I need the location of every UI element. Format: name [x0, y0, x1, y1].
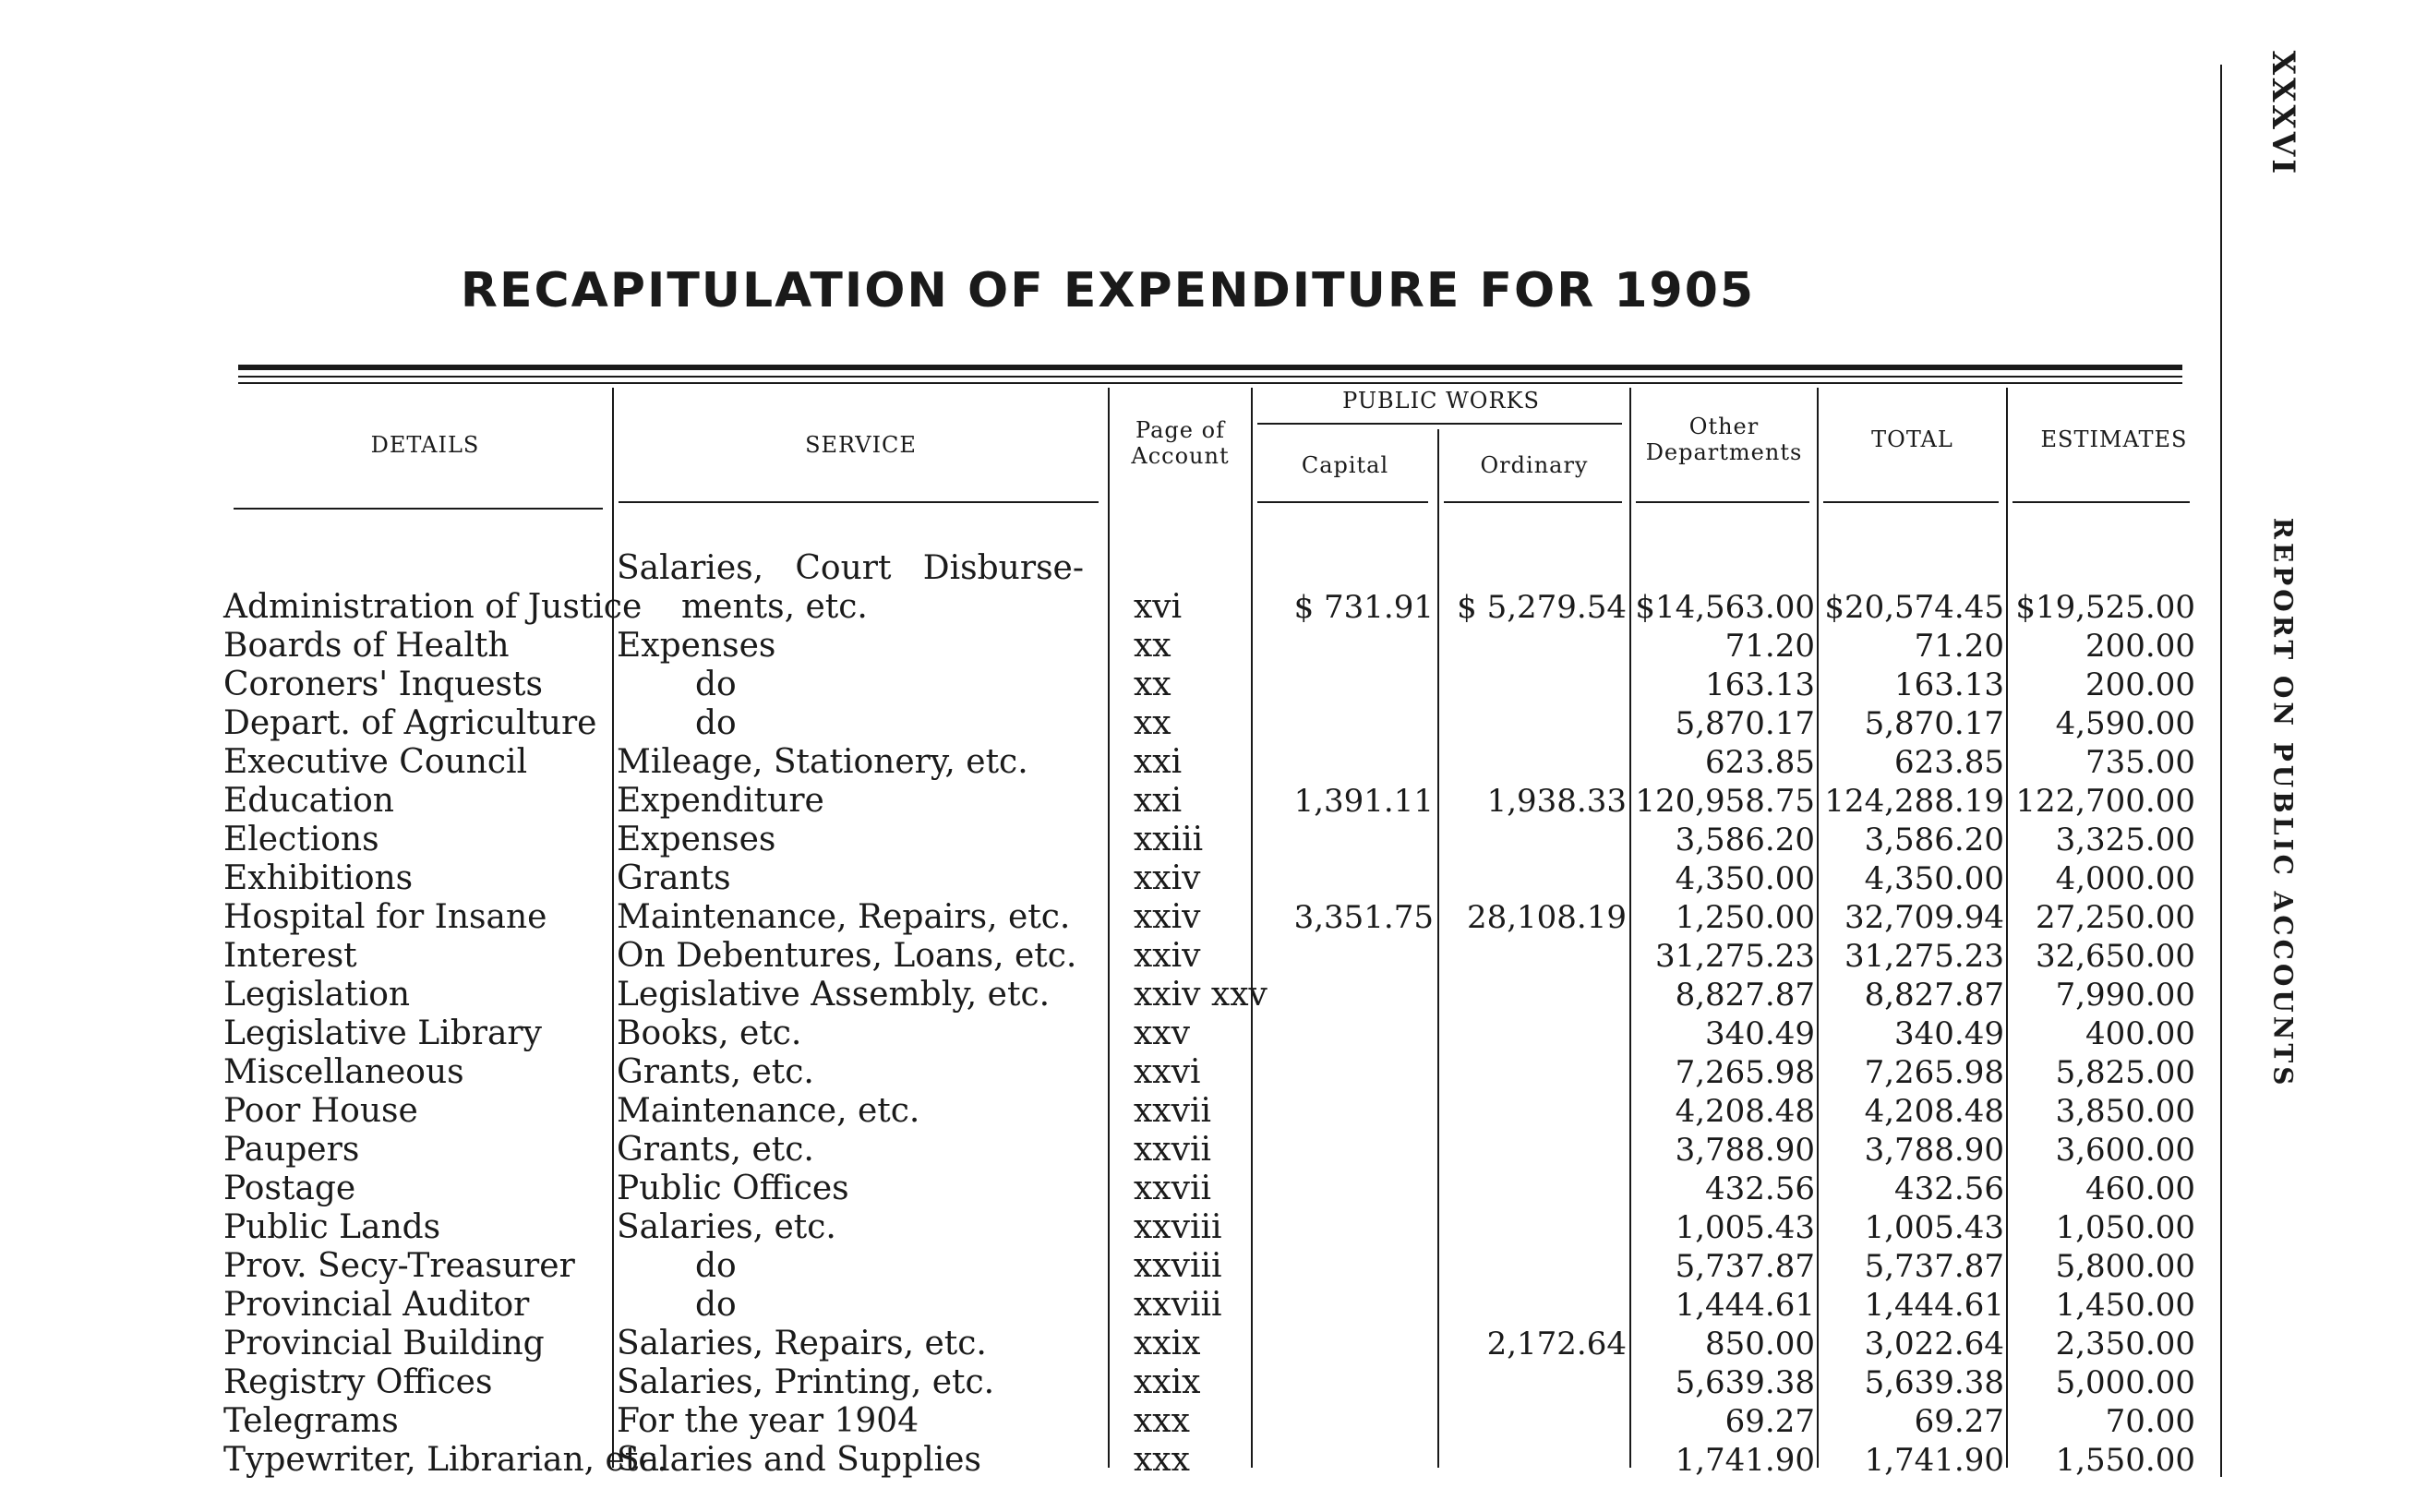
running-head: REPORT ON PUBLIC ACCOUNTS — [2267, 517, 2299, 1089]
other-departments-cell: 5,870.17 — [1675, 705, 1815, 742]
header-public-works: PUBLIC WORKS — [1342, 388, 1540, 414]
other-departments-cell: 1,444.61 — [1675, 1287, 1815, 1324]
details-cell: Executive Council — [223, 743, 528, 781]
table-row — [0, 704, 2216, 743]
estimates-cell: 460.00 — [2085, 1170, 2195, 1207]
header-page-of-account: Page of Account — [1131, 417, 1230, 469]
other-departments-cell: 7,265.98 — [1675, 1054, 1815, 1091]
estimates-cell: 2,350.00 — [2055, 1326, 2195, 1362]
page-cell: xxiv xxv — [1134, 976, 1268, 1014]
details-cell: Legislation — [223, 976, 411, 1014]
estimates-cell: 400.00 — [2085, 1015, 2195, 1052]
total-cell: 71.20 — [1914, 628, 2004, 665]
other-departments-cell: 3,586.20 — [1675, 822, 1815, 858]
estimates-cell: 3,600.00 — [2055, 1132, 2195, 1169]
header-underline-capital — [1257, 501, 1428, 503]
ordinary-cell: $ 5,279.54 — [1457, 589, 1627, 626]
service-cell: Salaries, Printing, etc. — [617, 1363, 995, 1401]
page-cell: xxiii — [1134, 821, 1204, 858]
estimates-cell: 4,000.00 — [2055, 860, 2195, 897]
header-other-departments: Other Departments — [1645, 414, 1803, 465]
other-departments-cell: 1,741.90 — [1675, 1442, 1815, 1479]
page-cell: xxiv — [1134, 937, 1201, 975]
page-cell: xxvii — [1134, 1170, 1211, 1207]
service-cell: For the year 1904 — [617, 1402, 919, 1440]
total-cell: 3,586.20 — [1864, 822, 2004, 858]
other-departments-cell: 5,737.87 — [1675, 1248, 1815, 1285]
header-service: SERVICE — [805, 432, 917, 458]
estimates-cell: 4,590.00 — [2055, 705, 2195, 742]
service-cell: Expenses — [617, 627, 776, 665]
header-estimates: ESTIMATES — [2040, 426, 2188, 452]
estimates-cell: 200.00 — [2085, 666, 2195, 703]
estimates-cell: 27,250.00 — [2035, 899, 2195, 936]
details-cell: Poor House — [223, 1092, 418, 1130]
total-cell: 32,709.94 — [1844, 899, 2004, 936]
service-cell: Expenses — [617, 821, 776, 858]
details-cell: Prov. Secy-Treasurer — [223, 1247, 575, 1285]
service-cell: do — [695, 704, 737, 742]
total-cell: 69.27 — [1914, 1403, 2004, 1440]
ordinary-cell: 1,938.33 — [1486, 783, 1627, 820]
estimates-cell: 200.00 — [2085, 628, 2195, 665]
table-row — [0, 1402, 2216, 1441]
table-row — [0, 1208, 2216, 1247]
service-cell: Salaries and Supplies — [617, 1441, 981, 1479]
page-title: RECAPITULATION OF EXPENDITURE FOR 1905 — [460, 263, 1756, 318]
service-cell: Grants — [617, 859, 731, 897]
total-cell: 4,208.48 — [1864, 1093, 2004, 1130]
estimates-cell: 3,850.00 — [2055, 1093, 2195, 1130]
page-cell: xxx — [1134, 1441, 1190, 1479]
header-ordinary: Ordinary — [1480, 452, 1589, 478]
header-capital: Capital — [1301, 452, 1389, 478]
service-cell: Public Offices — [617, 1170, 849, 1207]
table-row — [0, 1170, 2216, 1208]
details-cell: Depart. of Agriculture — [223, 704, 597, 742]
service-cell: Grants, etc. — [617, 1131, 814, 1169]
table-row — [0, 859, 2216, 898]
other-departments-cell: 69.27 — [1724, 1403, 1815, 1440]
details-cell: Miscellaneous — [223, 1053, 464, 1091]
total-cell: 623.85 — [1894, 744, 2004, 781]
estimates-cell: 735.00 — [2085, 744, 2195, 781]
other-departments-cell: 4,208.48 — [1675, 1093, 1815, 1130]
details-cell: Interest — [223, 937, 357, 975]
estimates-cell: 32,650.00 — [2035, 938, 2195, 975]
page-cell: xxv — [1134, 1014, 1190, 1052]
service-cell: Books, etc. — [617, 1014, 802, 1052]
page-cell: xxviii — [1134, 1247, 1222, 1285]
total-cell: 31,275.23 — [1844, 938, 2004, 975]
details-cell: Typewriter, Librarian, etc. — [223, 1441, 667, 1479]
service-cell: do — [695, 1286, 737, 1324]
estimates-cell: 1,550.00 — [2055, 1442, 2195, 1479]
ordinary-cell: 2,172.64 — [1486, 1326, 1627, 1362]
estimates-cell: 1,450.00 — [2055, 1287, 2195, 1324]
details-cell: Education — [223, 782, 394, 820]
table-row — [0, 1092, 2216, 1131]
page-cell: xxviii — [1134, 1208, 1222, 1246]
details-cell: Coroners' Inquests — [223, 666, 543, 703]
page-cell: xxvii — [1134, 1131, 1211, 1169]
details-cell: Paupers — [223, 1131, 360, 1169]
other-departments-cell: 1,005.43 — [1675, 1209, 1815, 1246]
other-departments-cell: 31,275.23 — [1654, 938, 1815, 975]
service-cell: Legislative Assembly, etc. — [617, 976, 1051, 1014]
page-cell: xxi — [1134, 743, 1183, 781]
table-row — [0, 937, 2216, 976]
table-row — [0, 588, 2216, 627]
total-cell: 3,788.90 — [1864, 1132, 2004, 1169]
service-cell: On Debentures, Loans, etc. — [617, 937, 1077, 975]
details-cell: Boards of Health — [223, 627, 510, 665]
estimates-cell: 3,325.00 — [2055, 822, 2195, 858]
estimates-cell: 1,050.00 — [2055, 1209, 2195, 1246]
other-departments-cell: 850.00 — [1705, 1326, 1815, 1362]
total-cell: 7,265.98 — [1864, 1054, 2004, 1091]
page-cell: xxvi — [1134, 1053, 1201, 1091]
other-departments-cell: 4,350.00 — [1675, 860, 1815, 897]
service-cell: Salaries, etc. — [617, 1208, 836, 1246]
public-works-underline — [1257, 423, 1622, 425]
table-row — [0, 1286, 2216, 1325]
total-cell: 1,005.43 — [1864, 1209, 2004, 1246]
page-number: XXXVI — [2265, 50, 2301, 177]
details-cell: Legislative Library — [223, 1014, 542, 1052]
table-row — [0, 821, 2216, 859]
capital-cell: 3,351.75 — [1293, 899, 1434, 936]
table-row — [0, 898, 2216, 937]
header-underline-ordinary — [1444, 501, 1622, 503]
header-details: DETAILS — [370, 432, 480, 458]
page-cell: xx — [1134, 704, 1171, 742]
other-departments-cell: $14,563.00 — [1635, 589, 1815, 626]
total-cell: 432.56 — [1894, 1170, 2004, 1207]
page-cell: xxx — [1134, 1402, 1190, 1440]
capital-cell: $ 731.91 — [1293, 589, 1434, 626]
total-cell: 4,350.00 — [1864, 860, 2004, 897]
other-departments-cell: 3,788.90 — [1675, 1132, 1815, 1169]
details-cell: Provincial Building — [223, 1325, 545, 1362]
top-rule-thin — [238, 376, 2182, 378]
details-cell: Registry Offices — [223, 1363, 493, 1401]
other-departments-cell: 623.85 — [1705, 744, 1815, 781]
details-cell: Public Lands — [223, 1208, 441, 1246]
service-cell: Salaries, Repairs, etc. — [617, 1325, 987, 1362]
service-cell: Maintenance, etc. — [617, 1092, 920, 1130]
total-cell: 3,022.64 — [1864, 1326, 2004, 1362]
right-border — [2220, 65, 2222, 1477]
total-cell: 5,737.87 — [1864, 1248, 2004, 1285]
other-departments-cell: 163.13 — [1705, 666, 1815, 703]
estimates-cell: 122,700.00 — [2015, 783, 2195, 820]
details-cell: Exhibitions — [223, 859, 414, 897]
service-cell: do — [695, 1247, 737, 1285]
total-cell: 124,288.19 — [1824, 783, 2004, 820]
estimates-cell: 70.00 — [2105, 1403, 2195, 1440]
page-cell: xxi — [1134, 782, 1183, 820]
table-row — [0, 1053, 2216, 1092]
total-cell: 1,741.90 — [1864, 1442, 2004, 1479]
page-cell: xx — [1134, 627, 1171, 665]
other-departments-cell: 432.56 — [1705, 1170, 1815, 1207]
page-cell: xvi — [1134, 588, 1183, 626]
table-row — [0, 666, 2216, 704]
details-cell: Provincial Auditor — [223, 1286, 530, 1324]
estimates-cell: 5,800.00 — [2055, 1248, 2195, 1285]
estimates-cell: 5,000.00 — [2055, 1364, 2195, 1401]
service-cell: ments, etc. — [681, 588, 868, 626]
estimates-cell: $19,525.00 — [2015, 589, 2195, 626]
service-cell: Grants, etc. — [617, 1053, 814, 1091]
page-cell: xxiv — [1134, 898, 1201, 936]
header-total: TOTAL — [1871, 426, 1953, 452]
table-row — [0, 976, 2216, 1014]
total-cell: 5,639.38 — [1864, 1364, 2004, 1401]
header-underline-total — [1823, 501, 1999, 503]
details-cell: Postage — [223, 1170, 356, 1207]
details-cell: Elections — [223, 821, 379, 858]
estimates-cell: 7,990.00 — [2055, 977, 2195, 1014]
page-cell: xxix — [1134, 1325, 1201, 1362]
page-cell: xxvii — [1134, 1092, 1211, 1130]
table-row — [0, 1014, 2216, 1053]
table-row — [0, 1247, 2216, 1286]
service-cell: Maintenance, Repairs, etc. — [617, 898, 1071, 936]
table-row — [0, 1131, 2216, 1170]
details-cell: Hospital for Insane — [223, 898, 547, 936]
other-departments-cell: 120,958.75 — [1635, 783, 1815, 820]
service-cell: Mileage, Stationery, etc. — [617, 743, 1028, 781]
total-cell: 5,870.17 — [1864, 705, 2004, 742]
other-departments-cell: 1,250.00 — [1675, 899, 1815, 936]
header-underline-details — [234, 508, 603, 510]
details-cell: Administration of Justice — [223, 588, 643, 626]
header-top-line — [238, 382, 2182, 384]
capital-cell: 1,391.11 — [1293, 783, 1434, 820]
header-underline-estimates — [2012, 501, 2190, 503]
first-row-service-line1: Salaries, Court Disburse- — [617, 549, 1085, 587]
page-cell: xxix — [1134, 1363, 1201, 1401]
estimates-cell: 5,825.00 — [2055, 1054, 2195, 1091]
table-row — [0, 627, 2216, 666]
other-departments-cell: 340.49 — [1705, 1015, 1815, 1052]
table-row — [0, 1441, 2216, 1480]
total-cell: 1,444.61 — [1864, 1287, 2004, 1324]
details-cell: Telegrams — [223, 1402, 399, 1440]
page-cell: xxviii — [1134, 1286, 1222, 1324]
total-cell: $20,574.45 — [1824, 589, 2004, 626]
total-cell: 8,827.87 — [1864, 977, 2004, 1014]
other-departments-cell: 8,827.87 — [1675, 977, 1815, 1014]
page-cell: xxiv — [1134, 859, 1201, 897]
ordinary-cell: 28,108.19 — [1466, 899, 1627, 936]
table-row — [0, 1363, 2216, 1402]
table-row — [0, 1325, 2216, 1363]
header-underline-service — [619, 501, 1099, 503]
top-rule — [238, 365, 2182, 370]
service-cell: Expenditure — [617, 782, 824, 820]
total-cell: 340.49 — [1894, 1015, 2004, 1052]
table-row — [0, 743, 2216, 782]
page-cell: xx — [1134, 666, 1171, 703]
total-cell: 163.13 — [1894, 666, 2004, 703]
other-departments-cell: 71.20 — [1724, 628, 1815, 665]
service-cell: do — [695, 666, 737, 703]
header-underline-other — [1636, 501, 1809, 503]
table-row — [0, 782, 2216, 821]
other-departments-cell: 5,639.38 — [1675, 1364, 1815, 1401]
